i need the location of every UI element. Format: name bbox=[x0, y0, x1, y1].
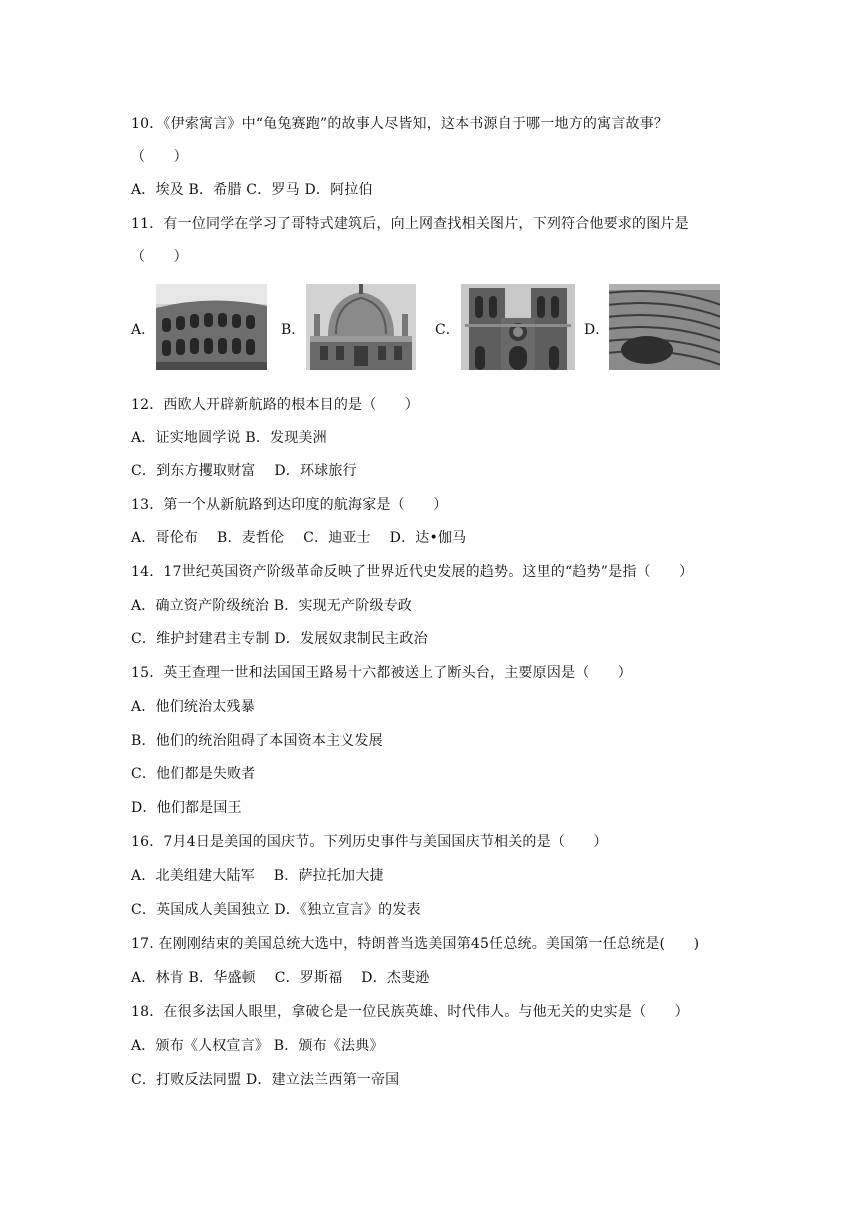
option-b-label: B． bbox=[281, 322, 306, 338]
option-a-label: A． bbox=[131, 322, 156, 338]
question-17-options: A．林肯 B．华盛顿 C．罗斯福 D．杰斐逊 bbox=[131, 970, 430, 986]
question-15-option-d: D．他们都是国王 bbox=[131, 800, 242, 816]
question-16-options-2: C．英国成人美国独立 D．《独立宣言》的发表 bbox=[131, 902, 421, 918]
mosque-dome-photo-icon bbox=[306, 284, 416, 370]
question-10-stem: 10．《伊索寓言》中“龟兔赛跑”的故事人尽皆知，这本书源自于哪一地方的寓言故事？ bbox=[131, 116, 669, 132]
question-10-blank: （ ） bbox=[131, 149, 188, 165]
question-16-stem: 16．7月4日是美国的国庆节。下列历史事件与美国国庆节相关的是（ ） bbox=[131, 834, 608, 850]
option-c-label: C． bbox=[435, 322, 460, 338]
question-11-image-options bbox=[131, 284, 731, 370]
question-14-options-2: C．维护封建君主专制 D．发展奴隶制民主政治 bbox=[131, 631, 428, 647]
question-18-options-1: A．颁布《人权宣言》 B．颁布《法典》 bbox=[131, 1038, 384, 1054]
question-18-options-2: C．打败反法同盟 D．建立法兰西第一帝国 bbox=[131, 1072, 400, 1088]
question-14-options-1: A．确立资产阶级统治 B．实现无产阶级专政 bbox=[131, 598, 413, 614]
question-14-stem: 14．17世纪英国资产阶级革命反映了世界近代史发展的趋势。这里的“趋势”是指（ ） bbox=[131, 564, 694, 580]
question-15-option-a: A．他们统治太残暴 bbox=[131, 699, 255, 715]
question-10-options: A．埃及 B．希腊 C．罗马 D．阿拉伯 bbox=[131, 182, 373, 198]
question-15-option-b: B．他们的统治阻碍了本国资本主义发展 bbox=[131, 733, 383, 749]
question-11-blank: （ ） bbox=[131, 249, 188, 265]
notre-dame-photo-icon bbox=[461, 284, 575, 370]
question-12-options-2: C．到东方攫取财富 D．环球旅行 bbox=[131, 463, 357, 479]
question-13-options: A．哥伦布 B．麦哲伦 C．迪亚士 D．达•伽马 bbox=[131, 530, 467, 546]
question-11-stem: 11．有一位同学在学习了哥特式建筑后，向上网查找相关图片，下列符合他要求的图片是 bbox=[131, 216, 689, 232]
question-15-stem: 15．英王查理一世和法国国王路易十六都被送上了断头台，主要原因是（ ） bbox=[131, 665, 633, 681]
question-15-option-c: C．他们都是失败者 bbox=[131, 766, 256, 782]
question-16-options-1: A．北美组建大陆军 B．萨拉托加大捷 bbox=[131, 868, 384, 884]
question-12-options-1: A．证实地圆学说 B．发现美洲 bbox=[131, 430, 327, 446]
question-17-stem: 17. 在刚刚结束的美国总统大选中，特朗普当选美国第45任总统。美国第一任总统是( ) bbox=[131, 936, 700, 952]
option-d-label: D． bbox=[584, 322, 610, 338]
question-12-stem: 12．西欧人开辟新航路的根本目的是（ ） bbox=[131, 397, 420, 413]
question-13-stem: 13．第一个从新航路到达印度的航海家是（ ） bbox=[131, 497, 448, 513]
colosseum-photo-icon bbox=[156, 284, 267, 370]
amphitheater-photo-icon bbox=[609, 284, 720, 370]
question-18-stem: 18．在很多法国人眼里，拿破仑是一位民族英雄、时代伟人。与他无关的史实是（ ） bbox=[131, 1004, 689, 1020]
